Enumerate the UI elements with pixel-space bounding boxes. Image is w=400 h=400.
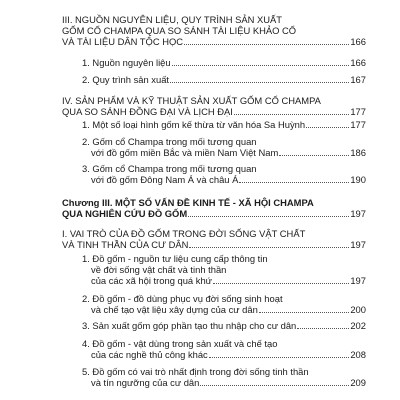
toc-text: 2. Gốm cổ Champa trong mối tương quan <box>82 136 257 147</box>
page-number: 197 <box>350 239 366 250</box>
toc-text: III. NGUỒN NGUYÊN LIỆU, QUY TRÌNH SẢN XUẤT <box>62 14 283 25</box>
toc-text: 2. Đồ gốm - đồ dùng phục vụ đời sống sinh hoạt <box>82 293 283 304</box>
toc-line <box>62 36 366 47</box>
dot-leader <box>259 312 350 313</box>
toc-text: về đời sống vật chất và tinh thần <box>91 264 227 275</box>
toc-text: và tín ngưỡng của cư dân <box>91 377 200 388</box>
page-number: 202 <box>350 320 366 331</box>
dot-leader <box>189 247 349 248</box>
toc-section-iv <box>62 95 366 117</box>
toc-item <box>82 57 366 68</box>
toc-item <box>82 253 366 286</box>
toc-text: 1. Một số loại hình gốm kế thừa từ văn hóa Sa Huỳnh <box>82 119 306 130</box>
dot-leader <box>239 182 349 183</box>
toc-text: IV. SẢN PHẨM VÀ KỸ THUẬT SẢN XUẤT GỐM CỔ CHAMPA <box>62 95 321 106</box>
page-number: 177 <box>350 119 366 130</box>
dot-leader <box>297 328 349 329</box>
dot-leader <box>234 114 349 115</box>
dot-leader <box>279 155 349 156</box>
page-number: 166 <box>350 57 366 68</box>
toc-text: 1. Đồ gốm - nguồn tư liệu cung cấp thông tin <box>82 253 268 264</box>
page-number: 166 <box>350 36 366 47</box>
page-number: 197 <box>350 208 366 219</box>
page-number: 200 <box>350 304 366 315</box>
dot-leader <box>306 127 349 128</box>
page-number: 209 <box>350 377 366 388</box>
toc-item <box>82 293 366 315</box>
dot-leader <box>209 357 350 358</box>
toc-section-i <box>62 228 366 250</box>
toc-line <box>62 25 366 36</box>
toc-item <box>82 74 366 85</box>
toc-text: 2. Quy trình sản xuất <box>82 74 170 85</box>
toc-text: của các nghề thủ công khác <box>91 349 208 360</box>
toc-text: QUA SO SÁNH ĐỒNG ĐẠI VÀ LỊCH ĐẠI <box>62 106 233 117</box>
toc-chapter-iii <box>62 197 366 219</box>
toc-text: và chế tạo vật liệu xây dựng của cư dân <box>91 304 258 315</box>
page-number: 197 <box>350 275 366 286</box>
toc-text: VÀ TINH THẦN CỦA CƯ DÂN <box>62 239 189 250</box>
dot-leader <box>172 65 350 66</box>
toc-text: với đồ gốm Đông Nam Á và châu Á <box>91 174 239 185</box>
toc-item <box>82 119 366 130</box>
page-number: 167 <box>350 74 366 85</box>
toc-text: I. VAI TRÒ CỦA ĐỒ GỐM TRONG ĐỜI SỐNG VẬT CHẤT <box>62 228 306 239</box>
toc-text: của các xã hội trong quá khứ <box>91 275 212 286</box>
page-number: 186 <box>350 147 366 158</box>
toc-section-iii <box>62 14 366 47</box>
toc-text: Chương III. MỘT SỐ VẤN ĐỀ KINH TẾ - XÃ HỘI CHAMPA <box>62 197 314 208</box>
dot-leader <box>184 44 349 45</box>
toc-item <box>82 320 366 331</box>
dot-leader <box>213 283 349 284</box>
toc-line <box>62 14 366 25</box>
dot-leader <box>200 385 349 386</box>
page-number: 190 <box>350 174 366 185</box>
toc-text: 5. Đồ gốm có vai trò nhất định trong đời sống tinh thần <box>82 366 309 377</box>
dot-leader <box>170 82 349 83</box>
toc-text: 3. Gốm cổ Champa trong mối tương quan <box>82 163 257 174</box>
toc-text: 4. Đồ gốm - vật dùng trong sản xuất và chế tạo <box>82 338 278 349</box>
toc-text: QUA NGHIÊN CỨU ĐỒ GỐM <box>62 208 188 219</box>
toc-item <box>82 338 366 360</box>
dot-leader <box>188 216 349 217</box>
toc-text: với đồ gốm miền Bắc và miền Nam Việt Nam <box>91 147 279 158</box>
toc-text: VÀ TÀI LIỆU DÂN TỘC HỌC <box>62 36 184 47</box>
toc-item <box>82 163 366 185</box>
toc-text: 3. Sản xuất gốm góp phần tạo thu nhập cho cư dân <box>82 320 297 331</box>
toc-item <box>82 366 366 388</box>
toc-item <box>82 136 366 158</box>
page-number: 177 <box>350 106 366 117</box>
toc-text: 1. Nguồn nguyên liệu <box>82 57 171 68</box>
toc-text: GỐM CỔ CHAMPA QUA SO SÁNH TÀI LIỆU KHẢO CỔ <box>62 25 297 36</box>
page-number: 208 <box>350 349 366 360</box>
